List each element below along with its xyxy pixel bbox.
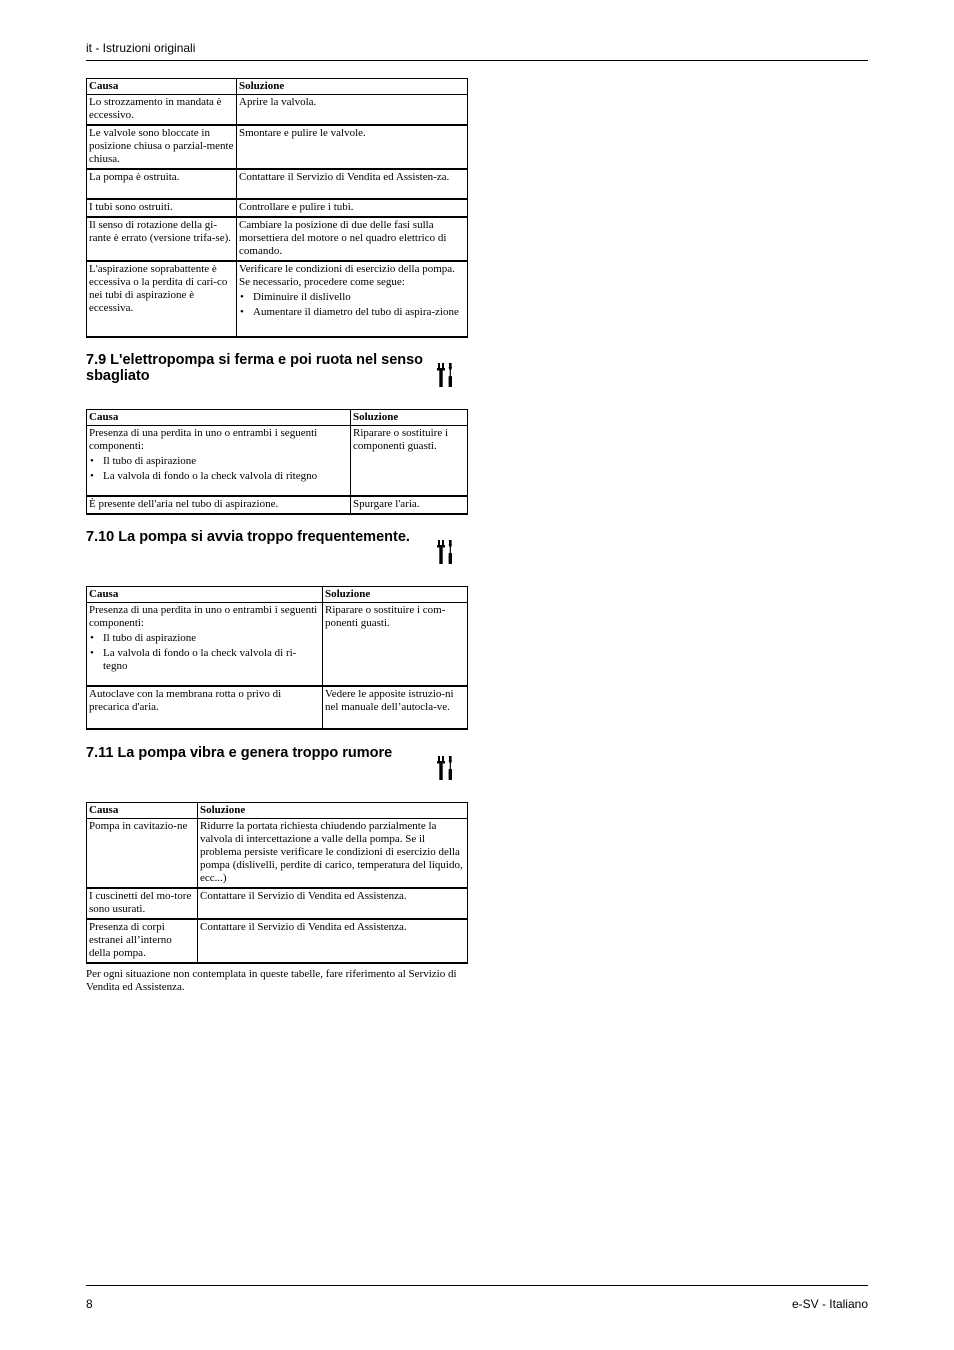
table-row [87,603,468,686]
header-solution: Soluzione [198,803,468,819]
footer-rule [86,1285,868,1286]
table-row [87,819,468,889]
troubleshooting-table-7-10 [86,586,468,730]
cause-cell: L'aspirazione soprabattente è eccessiva o la perdita di cari-co nei tubi di aspirazione è eccessiva. [87,261,237,337]
cause-cell [87,426,351,496]
solution-cell: Contattare il Servizio di Vendita ed Assisten-za. [237,169,468,199]
list-item: • Il tubo di aspirazione [89,632,320,645]
cause-cell: Lo strozzamento in mandata è eccessivo. [87,95,237,126]
solution-cell: Vedere le apposite istruzio-ni nel manuale dell’autocla-ve. [323,686,468,729]
header-solution: Soluzione [351,410,468,426]
cause-cell [87,603,323,686]
section-heading-7-9: 7.9 L'elettropompa si ferma e poi ruota nel senso sbagliato [86,352,424,384]
table-row [87,125,468,169]
solution-cell: Ridurre la portata richiesta chiudendo parzialmente la valvola di intercettazione a valle della pompa. Se il problema persiste verificare le condizioni di esercizio della pompa (dislivelli, perdite di carico, temperatura del liquido, ecc...) [198,819,468,889]
table-header-row [87,587,468,603]
solution-cell: Riparare o sostituire i com-ponenti guasti. [323,603,468,686]
table-row [87,888,468,919]
table-row [87,426,468,496]
table-header-row [87,79,468,95]
header-cause: Causa [87,587,323,603]
header-solution: Soluzione [323,587,468,603]
solution-cell: Aprire la valvola. [237,95,468,126]
cause-cell: Autoclave con la membrana rotta o privo di precarica d'aria. [87,686,323,729]
cause-cell: I cuscinetti del mo-tore sono usurati. [87,888,198,919]
cause-bullet-list [89,632,320,673]
cause-cell: È presente dell'aria nel tubo di aspirazione. [87,496,351,514]
solution-cell: Riparare o sostituire i componenti guasti. [351,426,468,496]
table-row [87,919,468,963]
header-cause: Causa [87,79,237,95]
closing-note: Per ogni situazione non contemplata in queste tabelle, fare riferimento al Servizio di Vendita ed Assistenza. [86,968,457,993]
table-row [87,169,468,199]
header-solution: Soluzione [237,79,468,95]
solution-cell: Contattare il Servizio di Vendita ed Assistenza. [198,919,468,963]
cause-cell: I tubi sono ostruiti. [87,199,237,217]
cause-cell: Pompa in cavitazio-ne [87,819,198,889]
solution-bullet-list [239,291,465,319]
cause-text: Presenza di una perdita in uno o entrambi i seguenti componenti: [89,427,318,452]
list-item: • La valvola di fondo o la check valvola di ritegno [89,470,348,483]
list-item: • Il tubo di aspirazione [89,455,348,468]
solution-cell: Spurgare l'aria. [351,496,468,514]
section-heading-7-10: 7.10 La pompa si avvia troppo frequentemente. [86,529,410,545]
table-row [87,261,468,337]
table-row [87,496,468,514]
tools-icon [436,539,456,565]
table-header-row [87,803,468,819]
solution-cell: Cambiare la posizione di due delle fasi sulla morsettiera del motore o nel quadro elettrico di comando. [237,217,468,261]
solution-cell: Smontare e pulire le valvole. [237,125,468,169]
tools-icon [436,755,456,781]
cause-cell: Presenza di corpi estranei all’interno della pompa. [87,919,198,963]
cause-bullet-list [89,455,348,483]
header-rule [86,60,868,61]
tools-icon [436,362,456,388]
solution-cell: Contattare il Servizio di Vendita ed Assistenza. [198,888,468,919]
table-row [87,95,468,126]
section-heading-7-11: 7.11 La pompa vibra e genera troppo rumore [86,745,393,761]
solution-cell [237,261,468,337]
troubleshooting-table-1 [86,78,468,338]
list-item: • Diminuire il dislivello [239,291,465,304]
footer-doc-label: e-SV - Italiano [791,1297,868,1311]
table-row [87,217,468,261]
cause-cell: La pompa è ostruita. [87,169,237,199]
header-cause: Causa [87,410,351,426]
list-item: • Aumentare il diametro del tubo di aspira-zione [239,306,465,319]
cause-cell: Il senso di rotazione della gi-rante è errato (versione trifa-se). [87,217,237,261]
troubleshooting-table-7-11 [86,802,468,964]
header-cause: Causa [87,803,198,819]
list-item: • La valvola di fondo o la check valvola di ri-tegno [89,647,320,673]
table-row [87,686,468,729]
solution-text: Verificare le condizioni di esercizio della pompa. Se necessario, procedere come segue: [239,263,455,288]
page-header: it - Istruzioni originali [86,41,196,55]
cause-cell: Le valvole sono bloccate in posizione chiusa o parzial-mente chiusa. [87,125,237,169]
page-number: 8 [86,1297,93,1311]
table-row [87,199,468,217]
solution-cell: Controllare e pulire i tubi. [237,199,468,217]
table-header-row [87,410,468,426]
cause-text: Presenza di una perdita in uno o entrambi i seguenti componenti: [89,604,318,629]
troubleshooting-table-7-9 [86,409,468,515]
